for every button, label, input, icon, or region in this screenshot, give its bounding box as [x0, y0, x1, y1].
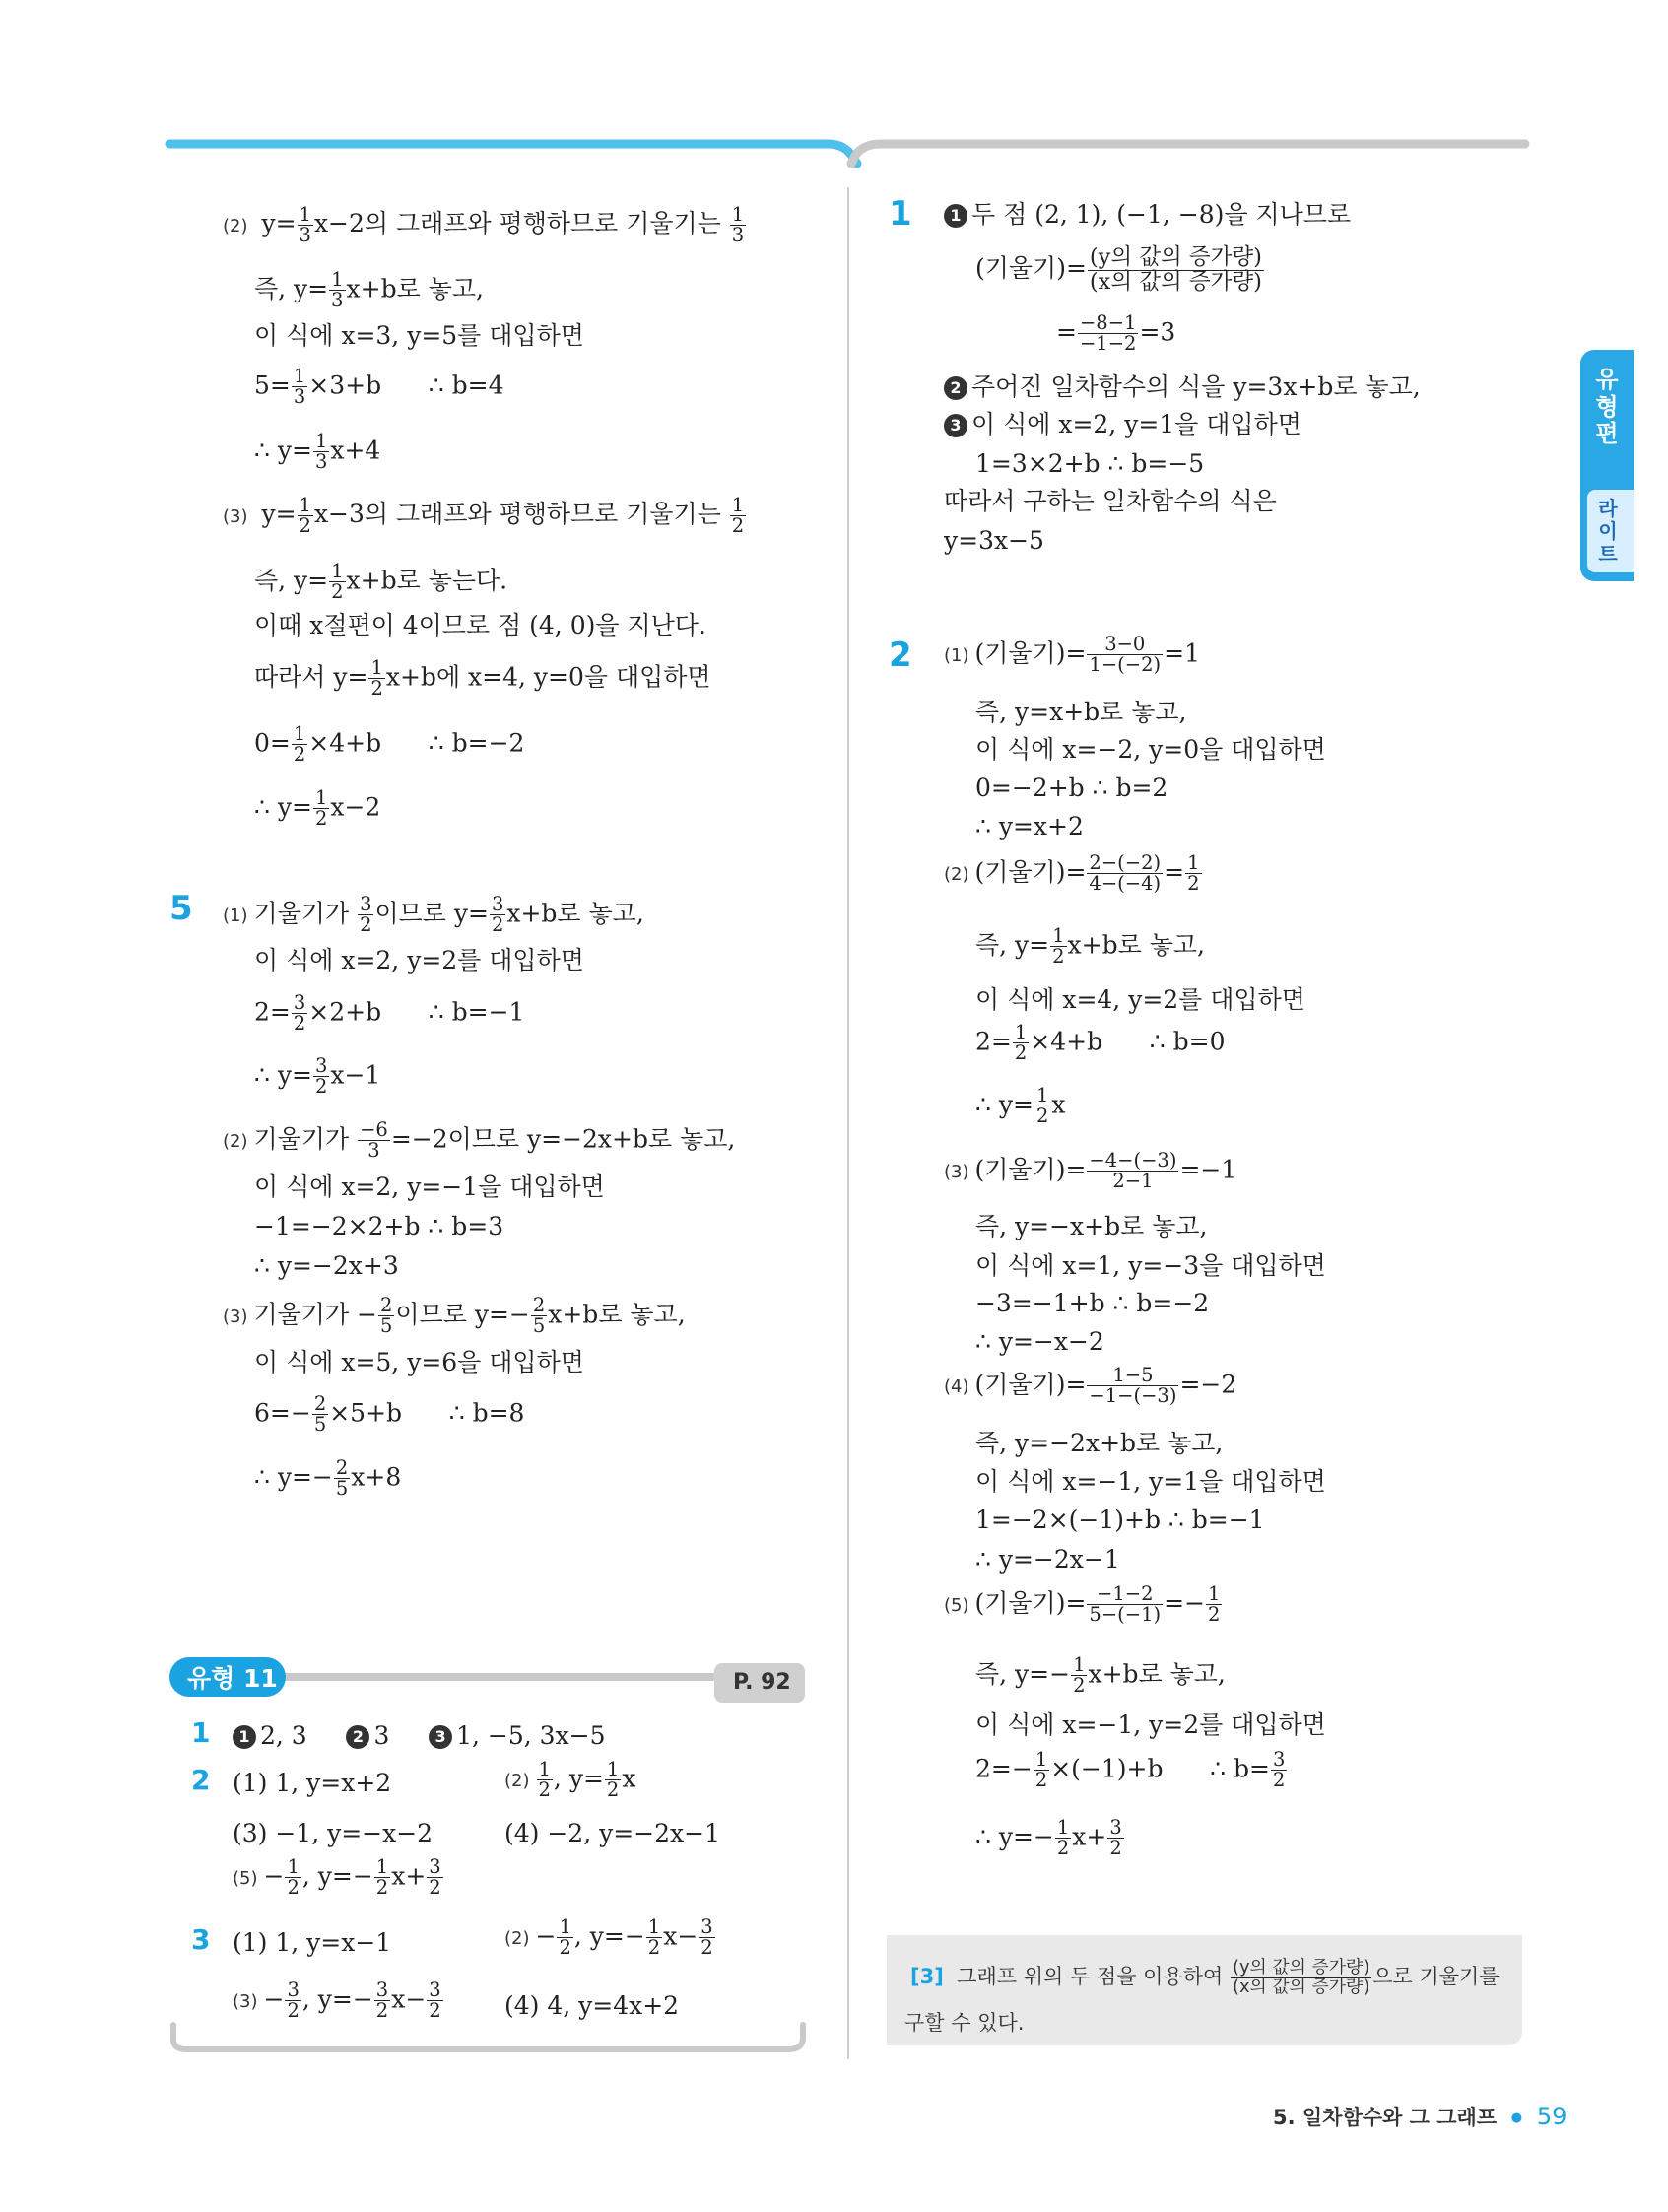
formula-line: −1=−2×2+b ∴ b=3	[254, 1212, 504, 1240]
formula-line: 2 주어진 일차함수의 식을 y=3x+b로 놓고,	[944, 374, 1421, 400]
type-page-ref: P. 92	[733, 1670, 791, 1695]
formula-line: 3 이 식에 x=2, y=1을 대입하면	[944, 412, 1301, 437]
answer-line: (4) 4, y=4x+2	[504, 1991, 680, 2020]
formula-line: y=3x−5	[944, 526, 1044, 555]
formula-line: 이 식에 x=−1, y=2를 대입하면	[975, 1710, 1326, 1739]
formula-line: 6=− $\frac{2}{5}$ ×5+b ∴ b=8	[254, 1392, 525, 1437]
formula-line: = $\frac{-8-1}{-1-2}$ =3	[1056, 311, 1176, 356]
side-tab-top-text: 유형편	[1595, 366, 1619, 448]
type-title: 유형 11	[187, 1664, 278, 1693]
formula-line: 이 식에 x=5, y=6을 대입하면	[254, 1348, 584, 1376]
formula-line: 이 식에 x=4, y=2를 대입하면	[975, 985, 1305, 1014]
answer-number: 3	[191, 1923, 211, 1956]
formula-line: 이때 x절편이 4이므로 점 (4, 0)을 지난다.	[254, 611, 706, 639]
question-number: 1	[889, 194, 912, 234]
formula-line: ∴ y= $\frac{1}{3}$ x+4	[254, 430, 381, 474]
page-number: 59	[1536, 2103, 1568, 2130]
formula-line: 1=3×2+b ∴ b=−5	[975, 449, 1205, 478]
formula-line: 이 식에 x=1, y=−3을 대입하면	[975, 1251, 1326, 1280]
answer-line: (1) 1, y=x+2	[233, 1769, 392, 1797]
left-q4-2-line	[223, 205, 747, 246]
formula-line: ∴ y=x+2	[975, 812, 1084, 840]
formula-line: 2=− $\frac{1}{2}$ ×(−1)+b ∴ b= $\frac{3}{2}$	[975, 1748, 1286, 1792]
formula-line: 1 두 점 (2, 1), (−1, −8)을 지나므로	[944, 202, 1351, 228]
question-number: 2	[889, 636, 912, 675]
formula-line: 즉, y= $\frac{1}{2}$ x+b로 놓고,	[975, 924, 1205, 969]
formula-line: 즉, y= $\frac{1}{2}$ x+b로 놓는다.	[254, 560, 508, 604]
question-number: 5	[169, 889, 193, 928]
answer-line: (3) −1, y=−x−2	[233, 1819, 434, 1847]
formula-line: y= $\frac{1}{3}$ x−2의 그래프와 평행하므로 기울기는 $\frac{1}{3}$	[261, 203, 745, 247]
formula-line: (2) 기울기가 $\frac{-6}{3}$ =−2이므로 y=−2x+b로 놓고,	[223, 1118, 736, 1163]
formula-line: 이 식에 x=3, y=5를 대입하면	[254, 321, 584, 350]
formula-line: ∴ y=−2x+3	[254, 1251, 399, 1280]
footer-bullet: ●	[1510, 2111, 1523, 2125]
formula-line: ∴ y= $\frac{1}{2}$ x−2	[254, 786, 381, 831]
formula-line: 이 식에 x=−2, y=0을 대입하면	[975, 735, 1326, 764]
side-tab-label-top	[1595, 367, 1619, 448]
formula-line: 5= $\frac{1}{3}$ ×3+b ∴ b=4	[254, 365, 504, 409]
formula-line: 따라서 구하는 일차함수의 식은	[944, 487, 1277, 515]
formula-line: 따라서 y= $\frac{1}{2}$ x+b에 x=4, y=0을 대입하면	[254, 656, 711, 701]
formula-line: 이 식에 x=2, y=2를 대입하면	[254, 946, 584, 974]
answer-number: 1	[191, 1716, 211, 1749]
formula-line: 즉, y=x+b로 놓고,	[975, 698, 1187, 726]
item-label: (3)	[223, 1307, 248, 1328]
answer-line: (2) $\frac{1}{2}$ , y= $\frac{1}{2}$ x	[504, 1758, 636, 1802]
note-line: [3] 그래프 위의 두 점을 이용하여 $\frac{\text{(y의 값의 증가량)}}{\text{(x의 값의 증가량)}}$ 으로 기울기를	[910, 1957, 1500, 1997]
formula-line: (2) (기울기)= $\frac{2-(-2)}{4-(-4)}$ = $\frac{1}{2}$	[944, 851, 1200, 896]
item-label: (1)	[223, 905, 248, 927]
item-label: (2)	[223, 216, 248, 237]
answer-line: 1 2, 3 2 3 3 1, −5, 3x−5	[233, 1723, 606, 1749]
formula-line: 2= $\frac{3}{2}$ ×2+b ∴ b=−1	[254, 991, 525, 1036]
answer-line: (1) 1, y=x−1	[233, 1928, 392, 1957]
formula-line: 즉, y= $\frac{1}{3}$ x+b로 놓고,	[254, 268, 484, 312]
footer	[1273, 2105, 1567, 2128]
formula-line: 1=−2×(−1)+b ∴ b=−1	[975, 1506, 1265, 1534]
formula-line: ∴ y= $\frac{3}{2}$ x−1	[254, 1054, 381, 1099]
note-line-2: 구할 수 있다.	[904, 2011, 1025, 2035]
footer-chapter: 5. 일차함수와 그 그래프	[1273, 2106, 1498, 2129]
answer-line: (3) − $\frac{3}{2}$ , y=− $\frac{3}{2}$ x− $\frac{3}{2}$	[233, 1978, 441, 2023]
left-q4-3-line	[223, 496, 747, 537]
note-tag: [3]	[910, 1965, 944, 1989]
formula-line: 즉, y=−2x+b로 놓고,	[975, 1429, 1224, 1457]
formula-line: (3) (기울기)= $\frac{-4-(-3)}{2-1}$ =−1	[944, 1149, 1237, 1193]
formula-line: 이 식에 x=−1, y=1을 대입하면	[975, 1467, 1326, 1496]
formula-line: (3) 기울기가 − $\frac{2}{5}$ 이므로 y=− $\frac{2}{5}$ x+b로 놓고,	[223, 1294, 686, 1338]
formula-line: 0= $\frac{1}{2}$ ×4+b ∴ b=−2	[254, 722, 525, 767]
formula-line: (기울기)= $\frac{\text{(y의 값의 증가량)}}{\text{(x의 값의 증가량)}}$	[975, 244, 1262, 295]
formula-line: ∴ y= $\frac{1}{2}$ x	[975, 1084, 1066, 1128]
side-tab-label-bottom	[1597, 498, 1619, 566]
formula-line: 이 식에 x=2, y=−1을 대입하면	[254, 1173, 605, 1201]
answer-number: 2	[191, 1764, 211, 1796]
header-bars	[0, 0, 1668, 168]
answer-line: (4) −2, y=−2x−1	[504, 1819, 720, 1847]
formula-line: ∴ y=−2x−1	[975, 1545, 1120, 1574]
formula-line: ∴ y=− $\frac{1}{2}$ x+ $\frac{3}{2}$	[975, 1816, 1122, 1860]
formula-line: ∴ y=−x−2	[975, 1327, 1104, 1356]
item-label: (3)	[223, 506, 248, 528]
answer-line: (2) − $\frac{1}{2}$ , y=− $\frac{1}{2}$ x− $\frac{3}{2}$	[504, 1915, 713, 1960]
formula-line: 즉, y=−x+b로 놓고,	[975, 1212, 1208, 1240]
formula-line: −3=−1+b ∴ b=−2	[975, 1289, 1210, 1317]
side-tab-bottom-text: 라이트	[1598, 497, 1618, 566]
formula-line: (1) 기울기가 $\frac{3}{2}$ 이므로 y= $\frac{3}{2}$ x+b로 놓고,	[223, 893, 644, 937]
formula-line: (5) (기울기)= $\frac{-1-2}{5-(-1)}$ =− $\frac{1}{2}$	[944, 1582, 1221, 1627]
formula-line: (4) (기울기)= $\frac{1-5}{-1-(-3)}$ =−2	[944, 1364, 1237, 1408]
formula-line: (1) (기울기)= $\frac{3-0}{1-(-2)}$ =1	[944, 633, 1200, 677]
formula-line: y= $\frac{1}{2}$ x−3의 그래프와 평행하므로 기울기는 $\frac{1}{2}$	[261, 494, 745, 538]
item-label: (2)	[223, 1131, 248, 1153]
formula-line: 0=−2+b ∴ b=2	[975, 773, 1168, 802]
column-divider	[847, 187, 849, 2059]
formula-line: 즉, y=− $\frac{1}{2}$ x+b로 놓고,	[975, 1653, 1226, 1698]
answer-line: (5) − $\frac{1}{2}$ , y=− $\frac{1}{2}$ x+ $\frac{3}{2}$	[233, 1855, 441, 1900]
formula-line: 2= $\frac{1}{2}$ ×4+b ∴ b=0	[975, 1021, 1226, 1065]
formula-line: ∴ y=− $\frac{2}{5}$ x+8	[254, 1456, 402, 1501]
